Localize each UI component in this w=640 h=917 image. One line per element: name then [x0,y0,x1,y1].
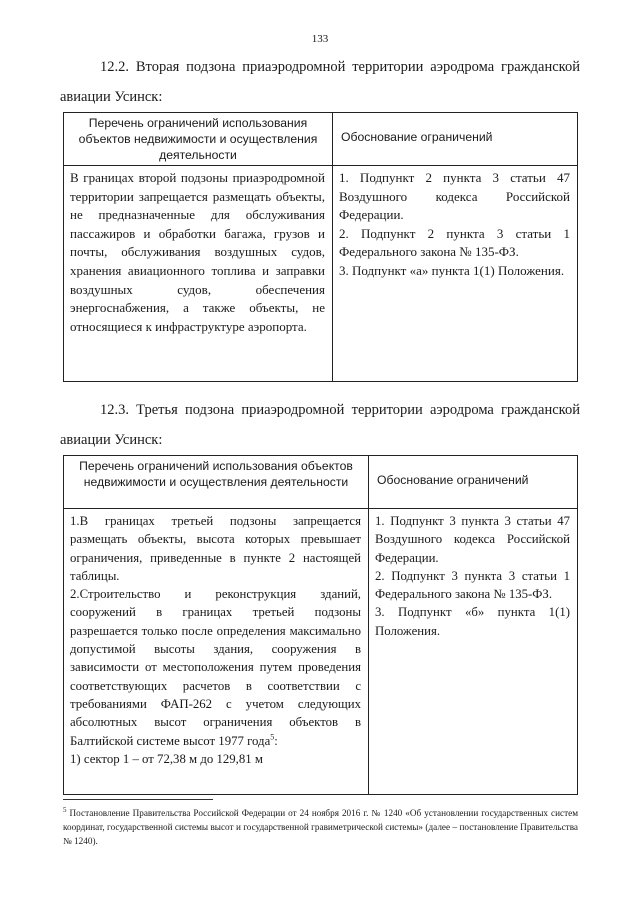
page-number: 133 [311,33,329,45]
restriction-item-3: 1) сектор 1 – от 72,38 м до 129,81 м [70,751,263,766]
restrictions-table-zone-2 [63,112,578,382]
justification-ref-3: 3. Подпункт «а» пункта 1(1) Положения. [339,262,565,278]
column-header-restrictions: Перечень ограничений использования объектов недвижимости и осуществления деятельности [64,456,369,508]
justification-ref-2: 2. Подпункт 2 пункта 3 статьи 1 Федерального закона № 135-ФЗ. [339,225,570,260]
table-row [64,509,577,795]
restriction-item-2-tail: : [274,733,278,748]
section-12-2-heading-line1: 12.2. Вторая подзона приаэродромной территории аэродрома гражданской [100,59,580,75]
restrictions-cell [64,166,333,382]
table-row [64,166,577,382]
section-12-3-heading-line2: авиации Усинск: [60,432,163,448]
justification-ref-3: 3. Подпункт «б» пункта 1(1) Положения. [375,605,570,638]
footnote-divider [63,799,213,800]
restriction-text: В границах второй подзоны приаэродромной территории запрещается размещать объекты, не предназначенные для обслуживания пассажиров и обработки багажа, грузов и почты, обслуживания воздушных судов, хранения авиационного топлива и заправки воздушных судов, обеспечения энергоснабжения, а также объекты, не относящиеся к инфраструктуре аэропорта. [70,170,325,334]
restriction-item-2 [70,585,361,750]
section-12-2-heading-line2: авиации Усинск: [60,89,163,105]
restriction-item-2-text: 2.Строительство и реконструкция зданий, сооружений в границах третьей подзоны разрешается только после определения максимально допустимой высоты здания, сооружения в зависимости от местоположения путем проведения соответствующих расчетов в соответствии с требованиями ФАП-262 с учетом следующих абсолютных высот ограничения объектов в Балтийской системе высот 1977 года [70,587,361,748]
table-header-row [64,113,577,166]
footnote-ref: 5 [270,732,275,742]
section-12-3-heading-line1: 12.3. Третья подзона приаэродромной территории аэродрома гражданской [100,402,580,418]
column-header-justification: Обоснование ограничений [341,130,493,144]
table-header-row [64,456,577,509]
restrictions-table-zone-3 [63,455,578,795]
section-12-3-heading [60,395,580,455]
footnote-marker: 5 [63,805,67,814]
justification-ref-2: 2. Подпункт 3 пункта 3 статьи 1 Федерального закона № 135-ФЗ. [375,568,570,602]
justification-cell [333,166,577,382]
restriction-item-1: 1.В границах третьей подзоны запрещается размещать объекты, высота которых превышает ограничения, приведенные в пункте 2 настоящей таблицы. [70,514,361,583]
justification-ref-1: 1. Подпункт 3 пункта 3 статьи 47 Воздушного кодекса Российской Федерации. [375,514,570,565]
footnote [63,806,578,848]
restrictions-cell [64,509,369,795]
footnote-text: Постановление Правительства Российской Федерации от 24 ноября 2016 г. № 1240 «Об установлении государственных систем координат, государственной системы высот и государственной гравиметрической системы» (далее – постановление Правительства № 1240). [63,808,579,846]
section-12-2-heading [60,52,580,112]
column-header-restrictions: Перечень ограничений использования объектов недвижимости и осуществления деятельности [64,113,333,165]
justification-ref-1: 1. Подпункт 2 пункта 3 статьи 47 Воздушного кодекса Российской Федерации. [339,170,570,223]
justification-cell [369,509,577,795]
column-header-justification: Обоснование ограничений [377,473,529,487]
